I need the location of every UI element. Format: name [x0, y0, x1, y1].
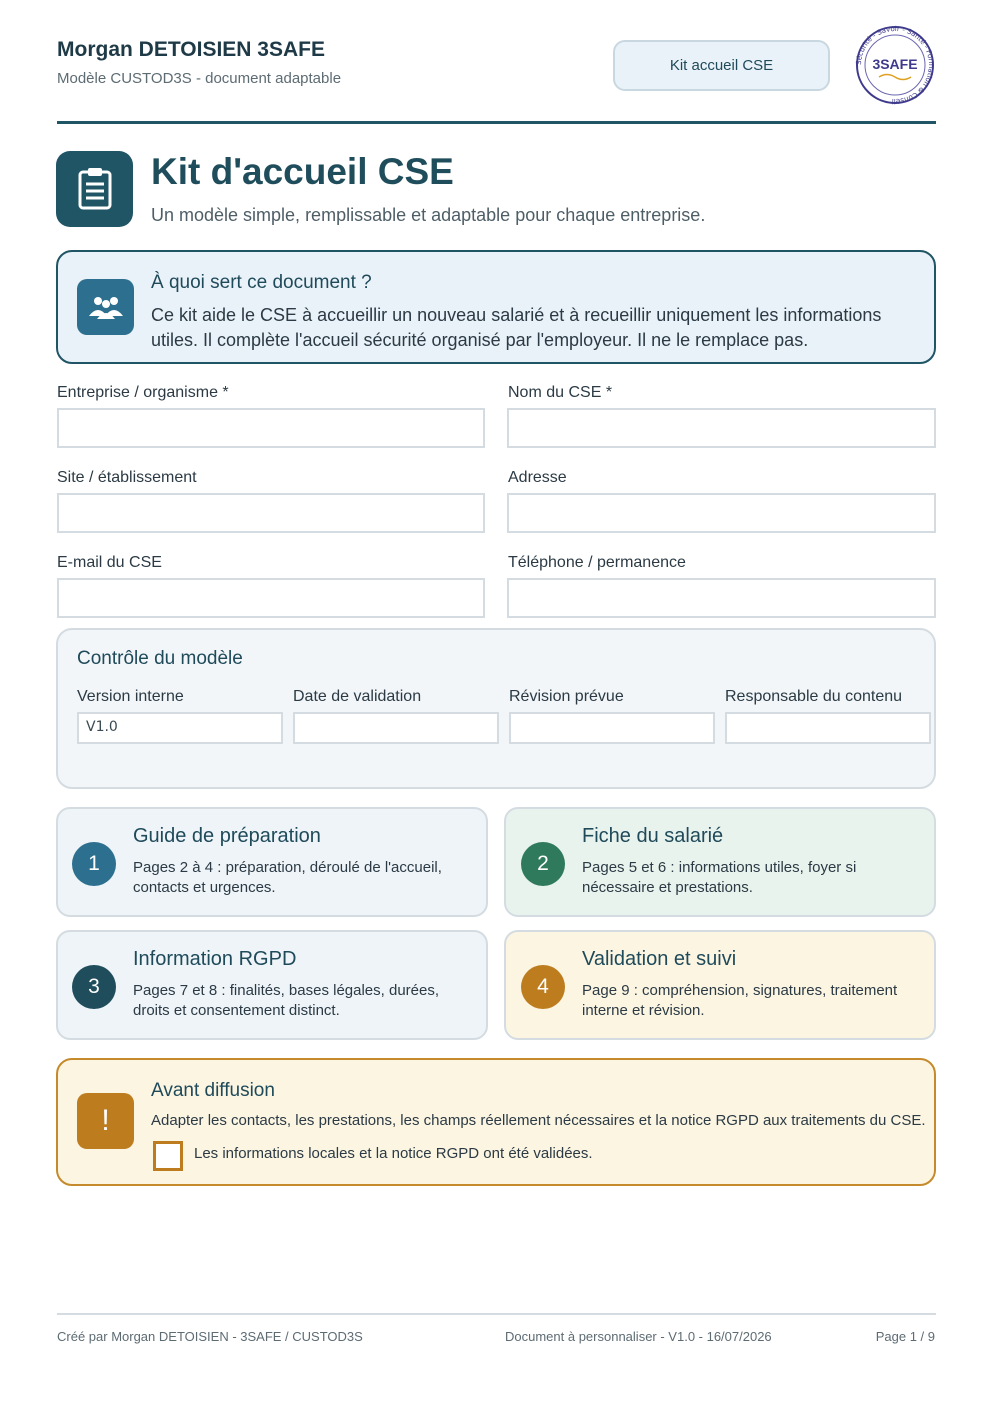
footer-rule	[57, 1313, 936, 1315]
adresse-field[interactable]	[507, 493, 936, 533]
field-label-nom-cse: Nom du CSE *	[508, 384, 613, 401]
control-title: Contrôle du modèle	[77, 648, 243, 669]
document-tag: Kit accueil CSE	[613, 40, 830, 91]
step-number: 1	[72, 842, 116, 886]
svg-text:3SAFE: 3SAFE	[872, 56, 918, 72]
warning-title: Avant diffusion	[151, 1080, 275, 1101]
responsable-field[interactable]	[725, 712, 931, 744]
version-field[interactable]: V1.0	[77, 712, 283, 744]
field-label-email: E-mail du CSE	[57, 554, 162, 571]
page-number: Page 1 / 9	[875, 1329, 935, 1344]
step-title: Information RGPD	[133, 948, 297, 970]
field-label-telephone: Téléphone / permanence	[508, 554, 686, 571]
info-title: À quoi sert ce document ?	[151, 272, 372, 293]
step-text: Page 9 : compréhension, signatures, traitement interne et révision.	[582, 982, 898, 1019]
revision-label: Révision prévue	[509, 688, 624, 705]
step-number: 2	[521, 842, 565, 886]
warning-text: Adapter les contacts, les prestations, les champs réellement nécessaires et la notice RGPD aux traitements du CSE.	[151, 1112, 926, 1129]
step-number: 4	[521, 965, 565, 1009]
validation-date-field[interactable]	[293, 712, 499, 744]
step-title: Validation et suivi	[582, 948, 737, 970]
step-card-1	[56, 807, 488, 917]
field-label-adresse: Adresse	[508, 469, 567, 486]
validation-checkbox-label: Les informations locales et la notice RGPD ont été validées.	[194, 1145, 593, 1162]
exclamation-icon: !	[77, 1093, 134, 1149]
responsable-label: Responsable du contenu	[725, 688, 903, 705]
nom-cse-field[interactable]	[507, 408, 936, 448]
email-field[interactable]	[57, 578, 485, 618]
step-card-3	[56, 930, 488, 1040]
site-field[interactable]	[57, 493, 485, 533]
validation-checkbox[interactable]	[153, 1141, 183, 1171]
step-number: 3	[72, 965, 116, 1009]
clipboard-icon	[56, 151, 133, 227]
validation-date-label: Date de validation	[293, 688, 422, 705]
field-label-site: Site / établissement	[57, 469, 197, 486]
page-subtitle: Un modèle simple, remplissable et adaptable pour chaque entreprise.	[151, 205, 706, 225]
control-box	[56, 628, 936, 789]
footer-version: Document à personnaliser - V1.0 - 16/07/2026	[505, 1329, 772, 1344]
step-text: Pages 2 à 4 : préparation, déroulé de l'accueil, contacts et urgences.	[133, 859, 442, 896]
model-subtitle: Modèle CUSTOD3S - document adaptable	[57, 70, 342, 87]
telephone-field[interactable]	[507, 578, 936, 618]
version-label: Version interne	[77, 688, 184, 705]
revision-field[interactable]	[509, 712, 715, 744]
author-name: Morgan DETOISIEN 3SAFE	[57, 38, 325, 61]
people-icon	[77, 279, 134, 335]
warning-box	[56, 1058, 936, 1186]
step-card-4	[504, 930, 936, 1040]
info-text: Ce kit aide le CSE à accueillir un nouveau salarié et à recueillir uniquement les informations utiles. Il complète l'accueil sécurité organisé par l'employeur. Il ne le remplace pas.	[151, 305, 882, 350]
info-box	[56, 250, 936, 364]
company-logo	[855, 25, 935, 105]
step-text: Pages 7 et 8 : finalités, bases légales, durées, droits et consentement distinct.	[133, 982, 440, 1019]
step-card-2	[504, 807, 936, 917]
step-title: Fiche du salarié	[582, 825, 724, 847]
entreprise-field[interactable]	[57, 408, 485, 448]
field-label-entreprise: Entreprise / organisme *	[57, 384, 229, 401]
step-text: Pages 5 et 6 : informations utiles, foyer si nécessaire et prestations.	[582, 859, 857, 896]
page-title: Kit d'accueil CSE	[151, 151, 454, 192]
svg-text:Sécurité - Savoir - Santé - Fo: Sécurité - Savoir - Santé - Formation & Conseil	[855, 25, 935, 105]
footer-credit: Créé par Morgan DETOISIEN - 3SAFE / CUSTOD3S	[57, 1329, 363, 1344]
step-title: Guide de préparation	[133, 825, 321, 847]
header-rule	[57, 121, 936, 124]
